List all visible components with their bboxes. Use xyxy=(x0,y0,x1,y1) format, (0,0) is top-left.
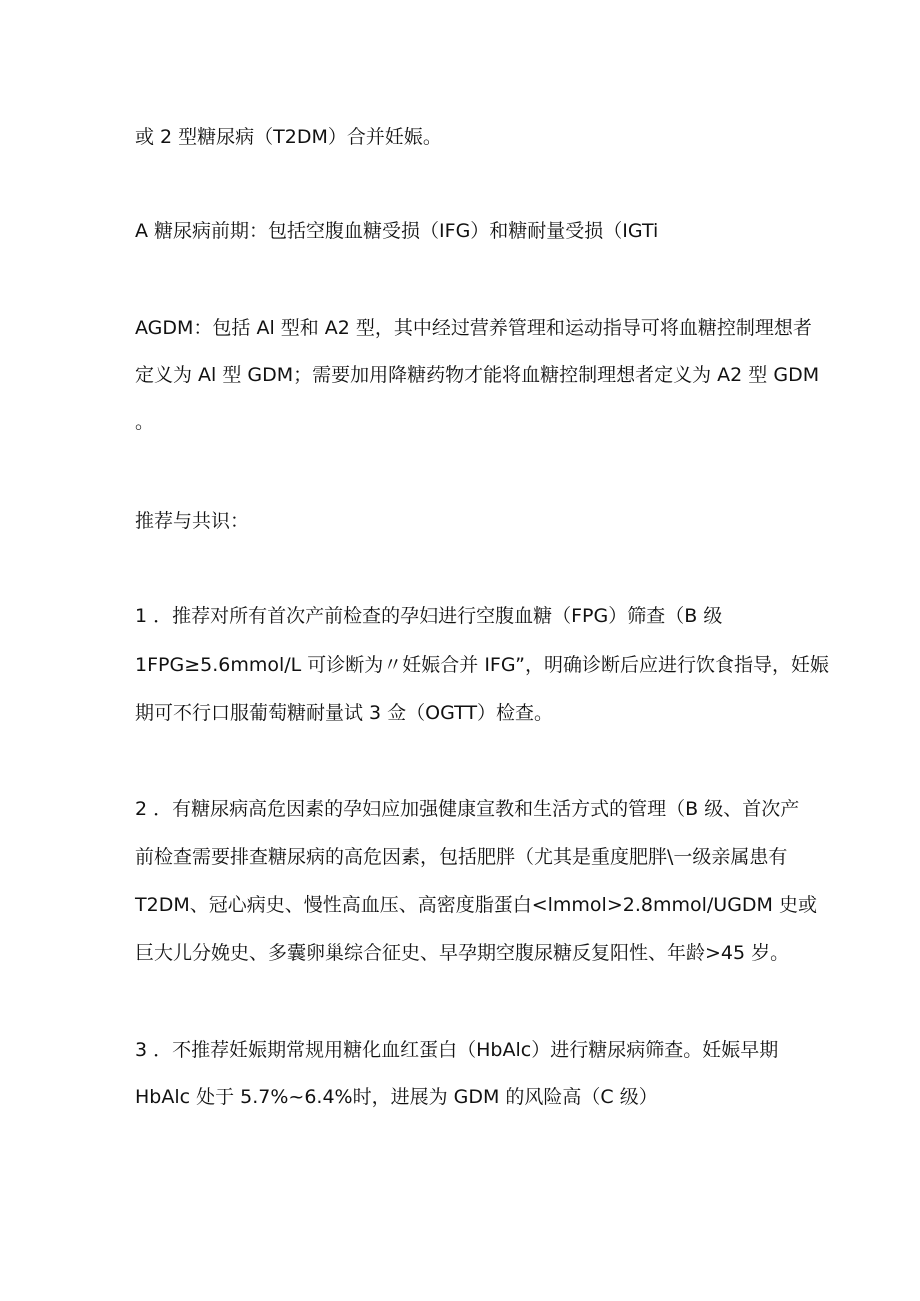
text-line: A 糖尿病前期：包括空腹血糖受损（IFG）和糖耐量受损（IGTi xyxy=(135,220,659,242)
text-line: HbAlc 处于 5.7%~6.4%时，进展为 GDM 的风险高（C 级） xyxy=(135,1086,658,1108)
text-line: T2DM、冠心病史、慢性高血压、高密度脂蛋白<lmmol>2.8mmol/UGDM 史或 xyxy=(135,894,817,916)
text-line: 。 xyxy=(135,411,155,433)
text-line: 1FPG≥5.6mmol/L 可诊断为〃妊娠合并 IFG”，明确诊断后应进行饮食指导，妊娠 xyxy=(135,654,830,676)
text-line: 1 ．推荐对所有首次产前检查的孕妇进行空腹血糖（FPG）筛查（B 级 xyxy=(135,605,723,627)
text-line: 或 2 型糖尿病（T2DM）合并妊娠。 xyxy=(135,126,442,148)
text-line: 巨大儿分娩史、多囊卵巢综合征史、早孕期空腹尿糖反复阳性、年龄>45 岁。 xyxy=(135,942,790,964)
text-line: 2 ．有糖尿病高危因素的孕妇应加强健康宣教和生活方式的管理（B 级、首次产 xyxy=(135,798,800,820)
section-heading: 推荐与共识： xyxy=(135,510,250,532)
text-line: 期可不行口服葡萄糖耐量试 3 佥（OGTT）检查。 xyxy=(135,702,554,724)
text-line: 前检查需要排查糖尿病的高危因素，包括肥胖（尤其是重度肥胖\一级亲属患有 xyxy=(135,846,788,868)
text-line: AGDM：包括 Al 型和 A2 型，其中经过营养管理和运动指导可将血糖控制理想者 xyxy=(135,317,812,339)
text-line: 3 ．不推荐妊娠期常规用糖化血红蛋白（HbAlc）进行糖尿病筛查。妊娠早期 xyxy=(135,1039,779,1061)
text-line: 定义为 Al 型 GDM；需要加用降糖药物才能将血糖控制理想者定义为 A2 型 GDM xyxy=(135,364,820,386)
